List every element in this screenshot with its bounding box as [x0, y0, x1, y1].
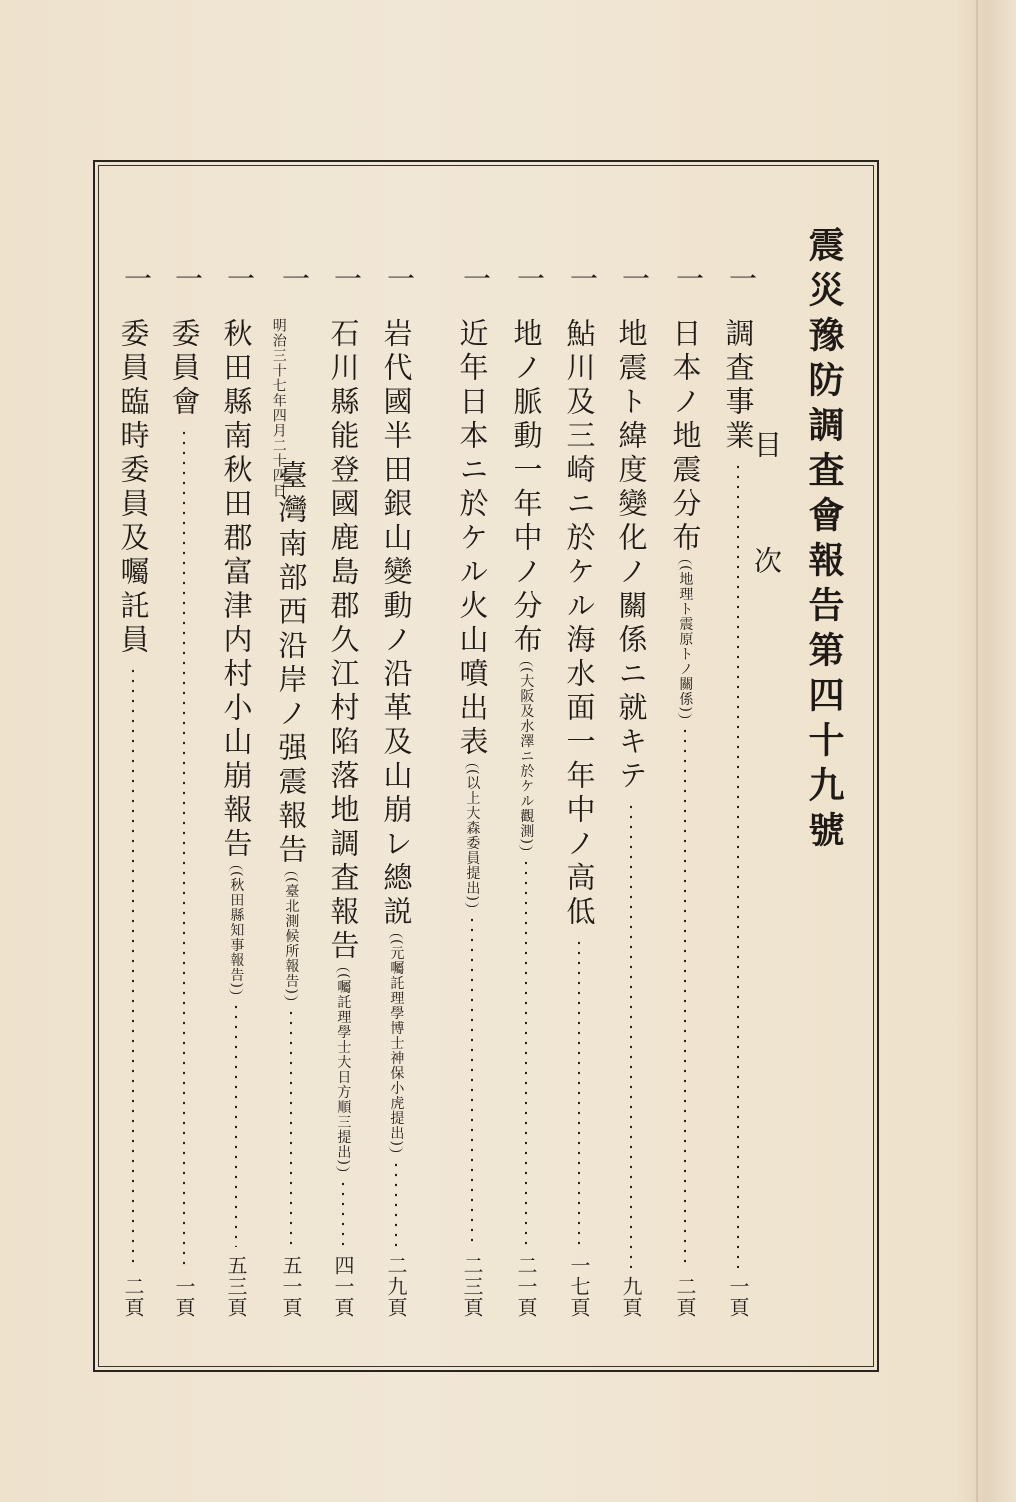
dot-leader [737, 462, 739, 1268]
dot-leader [132, 666, 134, 1268]
entry-bullet: 一 [513, 264, 546, 292]
contents-entry[interactable] [162, 318, 206, 1318]
entry-title: 鮎川及三崎ニ於ケル海水面一年中ノ高低 [562, 318, 597, 930]
entry-title: 岩代國半田銀山變動ノ沿革及山崩レ總説 [379, 318, 414, 930]
contents-heading: 目 次 [750, 430, 783, 604]
contents-entry[interactable] [557, 318, 601, 1318]
entry-date: 明治三十七年四月二十四日 [270, 318, 287, 498]
entry-page-number: 一七頁 [567, 1255, 591, 1318]
entry-title: 日本ノ地震分布 [668, 318, 703, 556]
dot-leader [342, 1179, 344, 1247]
entry-bullet: 一 [383, 264, 416, 292]
dot-leader [684, 726, 686, 1268]
entry-page-number: 二一頁 [514, 1255, 538, 1318]
entry-note: (大阪及水澤ニ於ケル觀測) [519, 662, 534, 850]
entry-page-number: 九頁 [619, 1276, 643, 1318]
dot-leader [183, 428, 185, 1268]
contents-entry[interactable] [504, 318, 548, 1318]
dot-leader [578, 938, 580, 1247]
entry-note: (臺北測候所報告) [284, 872, 299, 1000]
contents-entry[interactable] [609, 318, 653, 1318]
entry-page-number: 二頁 [121, 1276, 145, 1318]
entry-page-number: 五三頁 [224, 1255, 248, 1318]
binding-edge [976, 0, 978, 1502]
dot-leader [630, 802, 632, 1268]
entry-page-number: 二頁 [673, 1276, 697, 1318]
contents-entry[interactable] [269, 460, 313, 1318]
contents-entry[interactable] [321, 318, 365, 1318]
entry-page-number: 五一頁 [279, 1255, 303, 1318]
entry-page-number: 四一頁 [331, 1255, 355, 1318]
entry-title: 地ノ脈動一年中ノ分布 [509, 318, 544, 658]
dot-leader [290, 1008, 292, 1247]
entry-bullet: 一 [725, 264, 758, 292]
entry-page-number: 一頁 [172, 1276, 196, 1318]
entry-title: 石川縣能登國鹿島郡久江村陷落地調査報告 [326, 318, 361, 964]
dot-leader [525, 858, 527, 1247]
entry-note: (囑託理學士大日方順三提出) [336, 968, 351, 1171]
contents-entry[interactable] [374, 318, 418, 1318]
entry-bullet: 一 [566, 264, 599, 292]
entry-bullet: 一 [278, 264, 311, 292]
contents-entry[interactable] [663, 318, 707, 1318]
entry-bullet: 一 [330, 264, 363, 292]
contents-entry[interactable] [111, 318, 155, 1318]
entry-bullet: 一 [672, 264, 705, 292]
dot-leader [471, 915, 473, 1247]
report-title: 震災豫防調査會報告第四十九號 [803, 226, 845, 856]
dot-leader [395, 1160, 397, 1247]
entry-page-number: 二九頁 [384, 1255, 408, 1318]
entry-bullet: 一 [618, 264, 651, 292]
dot-leader [235, 1002, 237, 1247]
entry-bullet: 一 [120, 264, 153, 292]
entry-title: 近年日本ニ於ケル火山噴出表 [455, 318, 490, 760]
contents-entry[interactable] [450, 318, 494, 1318]
contents-entry[interactable] [214, 318, 258, 1318]
contents-entry[interactable] [716, 318, 760, 1318]
entry-title: 秋田縣南秋田郡富津内村小山崩報告 [219, 318, 254, 862]
entry-page-number: 二三頁 [460, 1255, 484, 1318]
entry-note: (元囑託理學博士神保小虎提出) [389, 934, 404, 1152]
entry-bullet: 一 [171, 264, 204, 292]
entry-note: (以上大森委員提出) [465, 764, 480, 907]
entry-title: 臺灣南部西沿岸ノ强震報告 [274, 460, 309, 868]
entry-title: 委員臨時委員及囑託員 [116, 318, 151, 658]
entry-title: 地震ト緯度變化ノ關係ニ就キテ [614, 318, 649, 794]
entry-bullet: 一 [459, 264, 492, 292]
entry-title: 委員會 [167, 318, 202, 420]
entry-note: (地理ト震原トノ關係) [678, 560, 693, 718]
entry-bullet: 一 [223, 264, 256, 292]
entry-page-number: 一頁 [726, 1276, 750, 1318]
entry-note: (秋田縣知事報告) [229, 866, 244, 994]
entry-title: 調査事業 [721, 318, 756, 454]
